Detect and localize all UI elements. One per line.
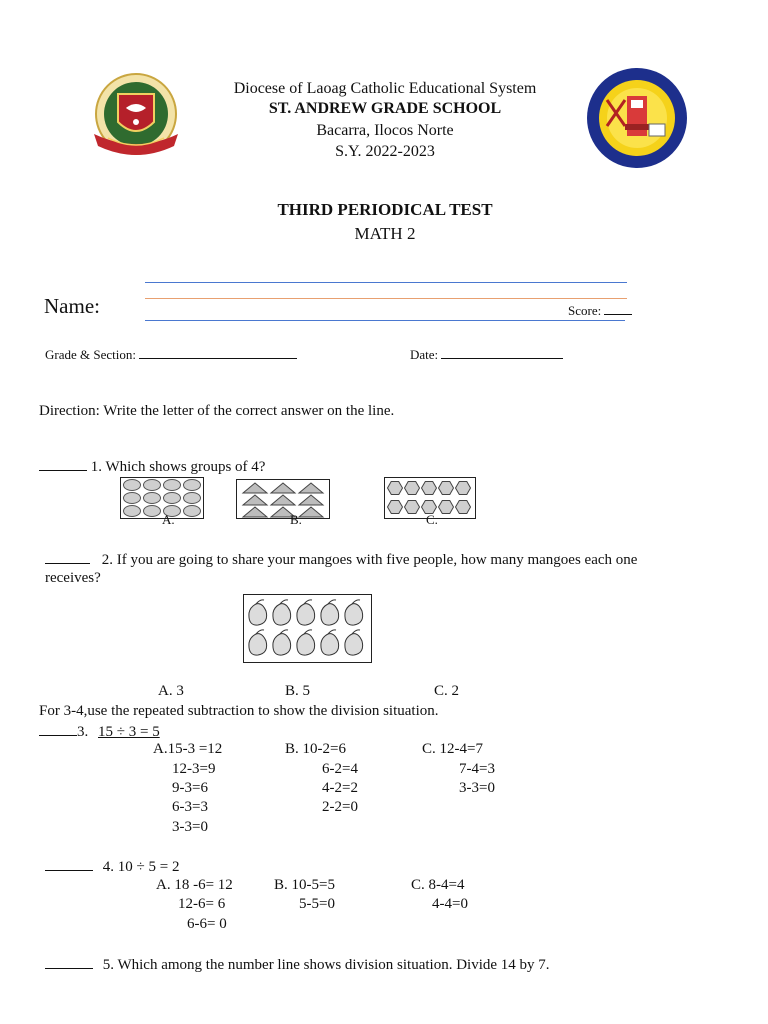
q4-option-b-line-1[interactable]: B. 10-5=5: [274, 877, 335, 893]
question-2: [45, 550, 637, 569]
name-line-top: [145, 282, 627, 283]
name-label: Name:: [44, 294, 100, 318]
school-address: Bacarra, Ilocos Norte: [316, 122, 454, 139]
q3-option-c-line-1[interactable]: C. 12-4=7: [422, 741, 483, 757]
q4-option-a-line-1[interactable]: A. 18 -6= 12: [156, 877, 233, 893]
answer-blank-1[interactable]: [39, 457, 87, 471]
grade-section-field[interactable]: [45, 345, 297, 363]
date-label: Date:: [410, 347, 439, 362]
q4-option-b-line-2: 5-5=0: [299, 896, 335, 912]
mango-icon: [244, 595, 371, 662]
question-5: [45, 955, 550, 974]
question-4: [45, 857, 179, 876]
mangoes-image: [243, 594, 372, 663]
q3-option-a-line-3: 9-3=6: [172, 780, 208, 796]
answer-blank-5[interactable]: [45, 955, 93, 969]
answer-blank-4[interactable]: [45, 857, 93, 871]
question-3-equation: 15 ÷ 3 = 5: [98, 724, 160, 740]
q3-option-b-line-1[interactable]: B. 10-2=6: [285, 741, 346, 757]
q3-option-a-line-1[interactable]: A.15-3 =12: [153, 741, 223, 757]
question-5-text: 5. Which among the number line shows division situation. Divide 14 by 7.: [102, 957, 550, 973]
score-field[interactable]: [568, 301, 632, 319]
diocese-line: Diocese of Laoag Catholic Educational System: [233, 80, 537, 97]
question-2-text: 2. If you are going to share your mangoes with five people, how many mangoes each one: [101, 552, 638, 568]
q4-option-a-line-3: 6-6= 0: [187, 916, 227, 932]
question-3-num: 3.: [77, 724, 89, 740]
q1-option-c[interactable]: C.: [426, 512, 438, 527]
q3-option-b-line-2: 6-2=4: [322, 761, 358, 777]
test-title: THIRD PERIODICAL TEST: [277, 200, 493, 219]
q3-option-c-line-2: 7-4=3: [459, 761, 495, 777]
q1-option-a[interactable]: A.: [162, 512, 175, 527]
q3-option-a-line-2: 12-3=9: [172, 761, 216, 777]
q2-option-b[interactable]: B. 5: [285, 683, 311, 699]
q1-option-b[interactable]: B.: [290, 512, 302, 527]
question-4-text: 4. 10 ÷ 5 = 2: [102, 859, 180, 875]
instruction-3-4: For 3-4,use the repeated subtraction to show the division situation.: [39, 703, 439, 719]
q4-option-c-line-1[interactable]: C. 8-4=4: [411, 877, 465, 893]
date-field[interactable]: [410, 345, 563, 363]
score-label: Score:: [568, 303, 602, 318]
answer-blank-3[interactable]: [39, 722, 77, 736]
q2-option-a[interactable]: A. 3: [158, 683, 184, 699]
answer-blank-2[interactable]: [45, 550, 90, 564]
date-blank[interactable]: [441, 345, 563, 359]
question-1-text: 1. Which shows groups of 4?: [90, 459, 266, 475]
direction-text: Direction: Write the letter of the correct answer on the line.: [39, 403, 395, 419]
q3-option-b-line-3: 4-2=2: [322, 780, 358, 796]
school-year: S.Y. 2022-2023: [335, 143, 435, 160]
score-blank[interactable]: [604, 301, 632, 315]
q2-option-c[interactable]: C. 2: [434, 683, 460, 699]
q3-option-b-line-4: 2-2=0: [322, 799, 358, 815]
subject-title: MATH 2: [354, 224, 416, 243]
question-1: [39, 457, 265, 476]
grade-section-label: Grade & Section:: [45, 347, 136, 362]
name-line-bottom: [145, 320, 625, 321]
triangles-group-icon: [237, 480, 329, 518]
question-3: [39, 722, 160, 741]
q3-option-a-line-4: 6-3=3: [172, 799, 208, 815]
q3-option-a-line-5: 3-3=0: [172, 819, 208, 835]
q1-option-b-image: [236, 479, 330, 519]
q4-option-a-line-2: 12-6= 6: [178, 896, 226, 912]
question-2-text-line2: receives?: [45, 570, 101, 586]
q4-option-c-line-2: 4-4=0: [432, 896, 468, 912]
grade-section-blank[interactable]: [139, 345, 297, 359]
q3-option-c-line-3: 3-3=0: [459, 780, 495, 796]
name-line-mid: [145, 298, 627, 299]
school-name: ST. ANDREW GRADE SCHOOL: [268, 100, 502, 117]
